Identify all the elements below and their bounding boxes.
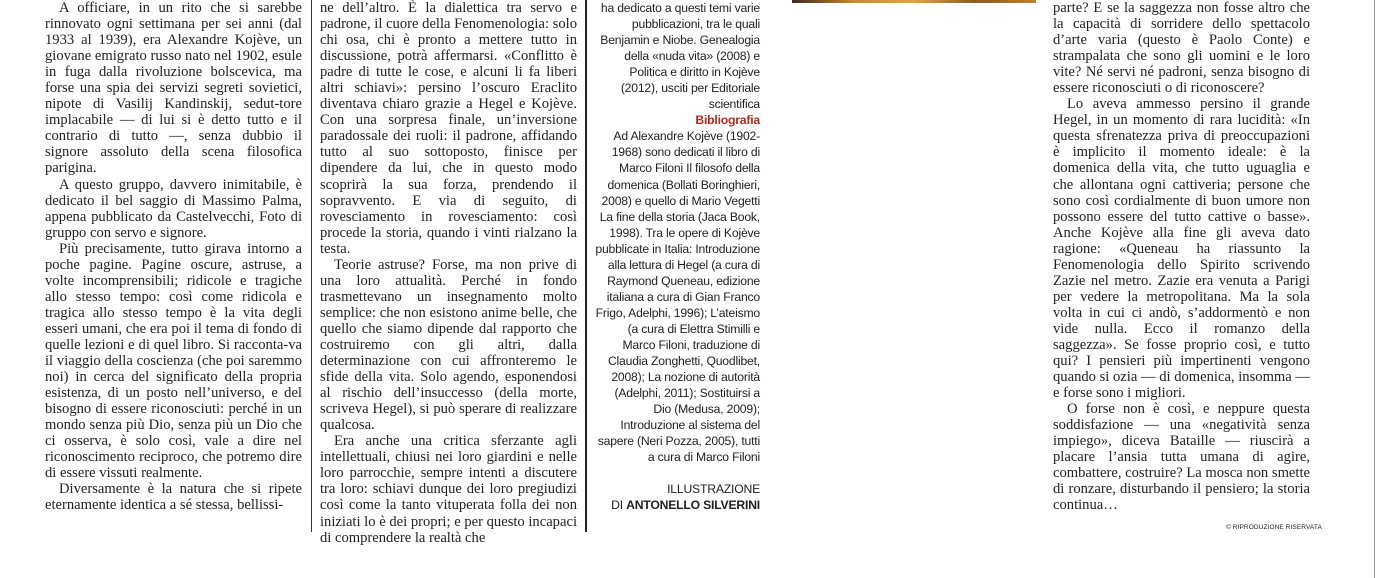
page-edge <box>1374 0 1375 578</box>
col1-paragraph-3: Più precisamente, tutto girava intorno a poche pagine. Pagine oscure, astruse, a volte incomprensibili; ridicole e tragiche allo stesso tempo: così come ridicola e tragica allo stesso tempo è la vita degli esseri umani, che era poi il tema di fondo di quelle lezioni e di quel libro. Si racconta-va il viaggio della coscienza (che poi saremmo noi) in cerca del significato della propria esistenza, di un posto nell’universo, e del bisogno di essere riconosciuti: perché in un mondo senza più Dio, senza più un Dio che ci osserva, è solo così, vale a dire nel riconoscimento reciproco, che potremo dire di essere vissuti realmente. <box>45 240 302 482</box>
bibliography-text: Ad Alexandre Kojève (1902-1968) sono dedicati il libro di Marco Filoni Il filosofo della domenica (Bollati Boringhieri, 2008) e quello di Mario Vegetti La fine della storia (Jaca Book, 1998). Tra le opere di Kojève pubblicate in Italia: Introduzione alla lettura di Hegel (a cura di Raymond Queneau, edizione italiana a cura di Gian Franco Frigo, Adelphi, 1996); L’ateismo (a cura di Elettra Stimilli e Marco Filoni, traduzione di Claudia Zonghetti, Quodlibet, 2008); La nozione di autorità (Adelphi, 2011); Sostituirsi a Dio (Medusa, 2009); Introduzione al sistema del sapere (Neri Pozza, 2005), tutti a cura di Marco Filoni <box>595 129 760 465</box>
illustration-image <box>792 0 1036 3</box>
column-divider-2 <box>585 0 587 532</box>
illustration-label: ILLUSTRAZIONE <box>667 482 760 497</box>
copyright-notice: © RIPRODUZIONE RISERVATA <box>1226 524 1322 531</box>
author-note: ha dedicato a questi temi varie pubblicazioni, tra le quali Benjamin e Niobe. Genealogia della «nuda vita» (2008) e Politica e diritto in Kojève (2012), usciti per Editoriale scientifica <box>600 1 760 112</box>
col1-paragraph-2: A questo gruppo, davvero inimitabile, è dedicato il bel saggio di Massimo Palma, appena pubblicato da Castelvecchi, Foto di gruppo con servo e signore. <box>45 176 302 241</box>
col4-paragraph-2: Lo aveva ammesso persino il grande Hegel, in un momento di rara lucidità: «In questa sfrenatezza priva di preoccupazioni è implicito il momento ideale: è la domenica della vita, che tutto uguaglia e che allontana ogni cattiveria; persone che sono così cordialmente di buon umore non possono essere del tutto cattive o basse». Anche Kojève alla fine gli aveva dato ragione: «Queneau ha riassunto la Fenomenologia dello Spirito scrivendo Zazie nel metro. Zazie era venuta a Parigi per vedere la metropolitana. Ma la sola volta in cui ci andò, s’addormentò e non vide nulla. Ecco il romanzo della saggezza». Se fosse proprio così, e tutto qui? I pensieri più impertinenti vengono quando si ozia — di domenica, insomma — e forse sono i migliori. <box>1053 96 1310 402</box>
col4-paragraph-3: O forse non è così, e neppure questa soddisfazione — una «negatività senza impiego», diceva Bataille — riuscirà a placare l’ansia tutta umana di agire, combattere, costruire? La mosca non smette di ronzare, disturbando il pensiero; la storia continua… <box>1053 401 1310 514</box>
col4-paragraph-1: parte? E se la saggezza non fosse altro che la capacità di sorridere dello spettacolo d’arte varia (questo è Paolo Conte) e strampalata che sono gli uomini e le loro vite? Né servi né padroni, senza bisogno di essere riconosciuti o di riconoscere? <box>1053 0 1310 97</box>
col1-paragraph-4: Diversamente è la natura che si ripete eternamente identica a sé stessa, bellissi- <box>45 481 302 514</box>
col2-paragraph-1: ne dell’altro. È la dialettica tra servo e padrone, il cuore della Fenomenologia: solo chi osa, chi è pronto a mettere tutto in discussione, potrà affermarsi. «Conflitto è padre di tutte le cose, e alcuni li fa liberi altri schiavi»: persino l’oscuro Eraclito diventava chiaro grazie a Hegel e Kojève. Con una sorpresa finale, un’inversione paradossale dei ruoli: il padrone, affidando tutto al suo sottoposto, finisce per dipendere da lui, che in questo modo scoprirà la sua forza, prendendo il sopravvento. E via di seguito, di rovesciamento in rovesciamento: così procede la storia, quando i vinti rialzano la testa. <box>320 0 577 257</box>
illustration-author: ANTONELLO SILVERINI <box>626 498 760 513</box>
illustration-prefix: DI <box>611 498 623 513</box>
column-divider-1 <box>311 0 312 532</box>
article-column-2 <box>320 0 577 546</box>
article-column-1 <box>45 0 302 532</box>
article-column-4 <box>1053 0 1310 520</box>
illustration-credit <box>594 497 760 513</box>
col2-paragraph-2: Teorie astruse? Forse, ma non prive di una loro attualità. Perché in fondo trasmettevano un insegnamento molto semplice: che non esistono anime belle, che quello che siamo dipende dal rapporto che costruiremo con gli altri, dalla determinazione con cui affronteremo le sfide della vita. Solo agendo, esponendosi al rischio dell’insuccesso (della morte, scriveva Hegel), si può sperare di realizzare qualcosa. <box>320 256 577 434</box>
col1-paragraph-1: A officiare, in un rito che si sarebbe rinnovato ogni settimana per sei anni (dal 1933 al 1939), era Alexandre Kojève, un giovane emigrato russo nato nel 1902, esule in fuga dalla rivoluzione bolscevica, ma forse una spia dei servizi segreti sovietici, nipote di Vasilij Kandinskij, sedut-tore implacabile — di lui si è detto tutto e il contrario di tutto —, senza dubbio il signore assoluto della scena filosofica parigina. <box>45 0 302 177</box>
col2-paragraph-3: Era anche una critica sferzante agli intellettuali, chiusi nei loro giardini e nelle loro parrocchie, sempre intenti a discutere tra loro: schiavi dunque dei loro pregiudizi così come la tanto vituperata folla dei non iniziati lo è dei propri; e per questo incapaci di comprendere la realtà che <box>320 433 577 546</box>
bibliography-title: Bibliografia <box>695 113 760 128</box>
sidebar-column <box>594 0 760 540</box>
